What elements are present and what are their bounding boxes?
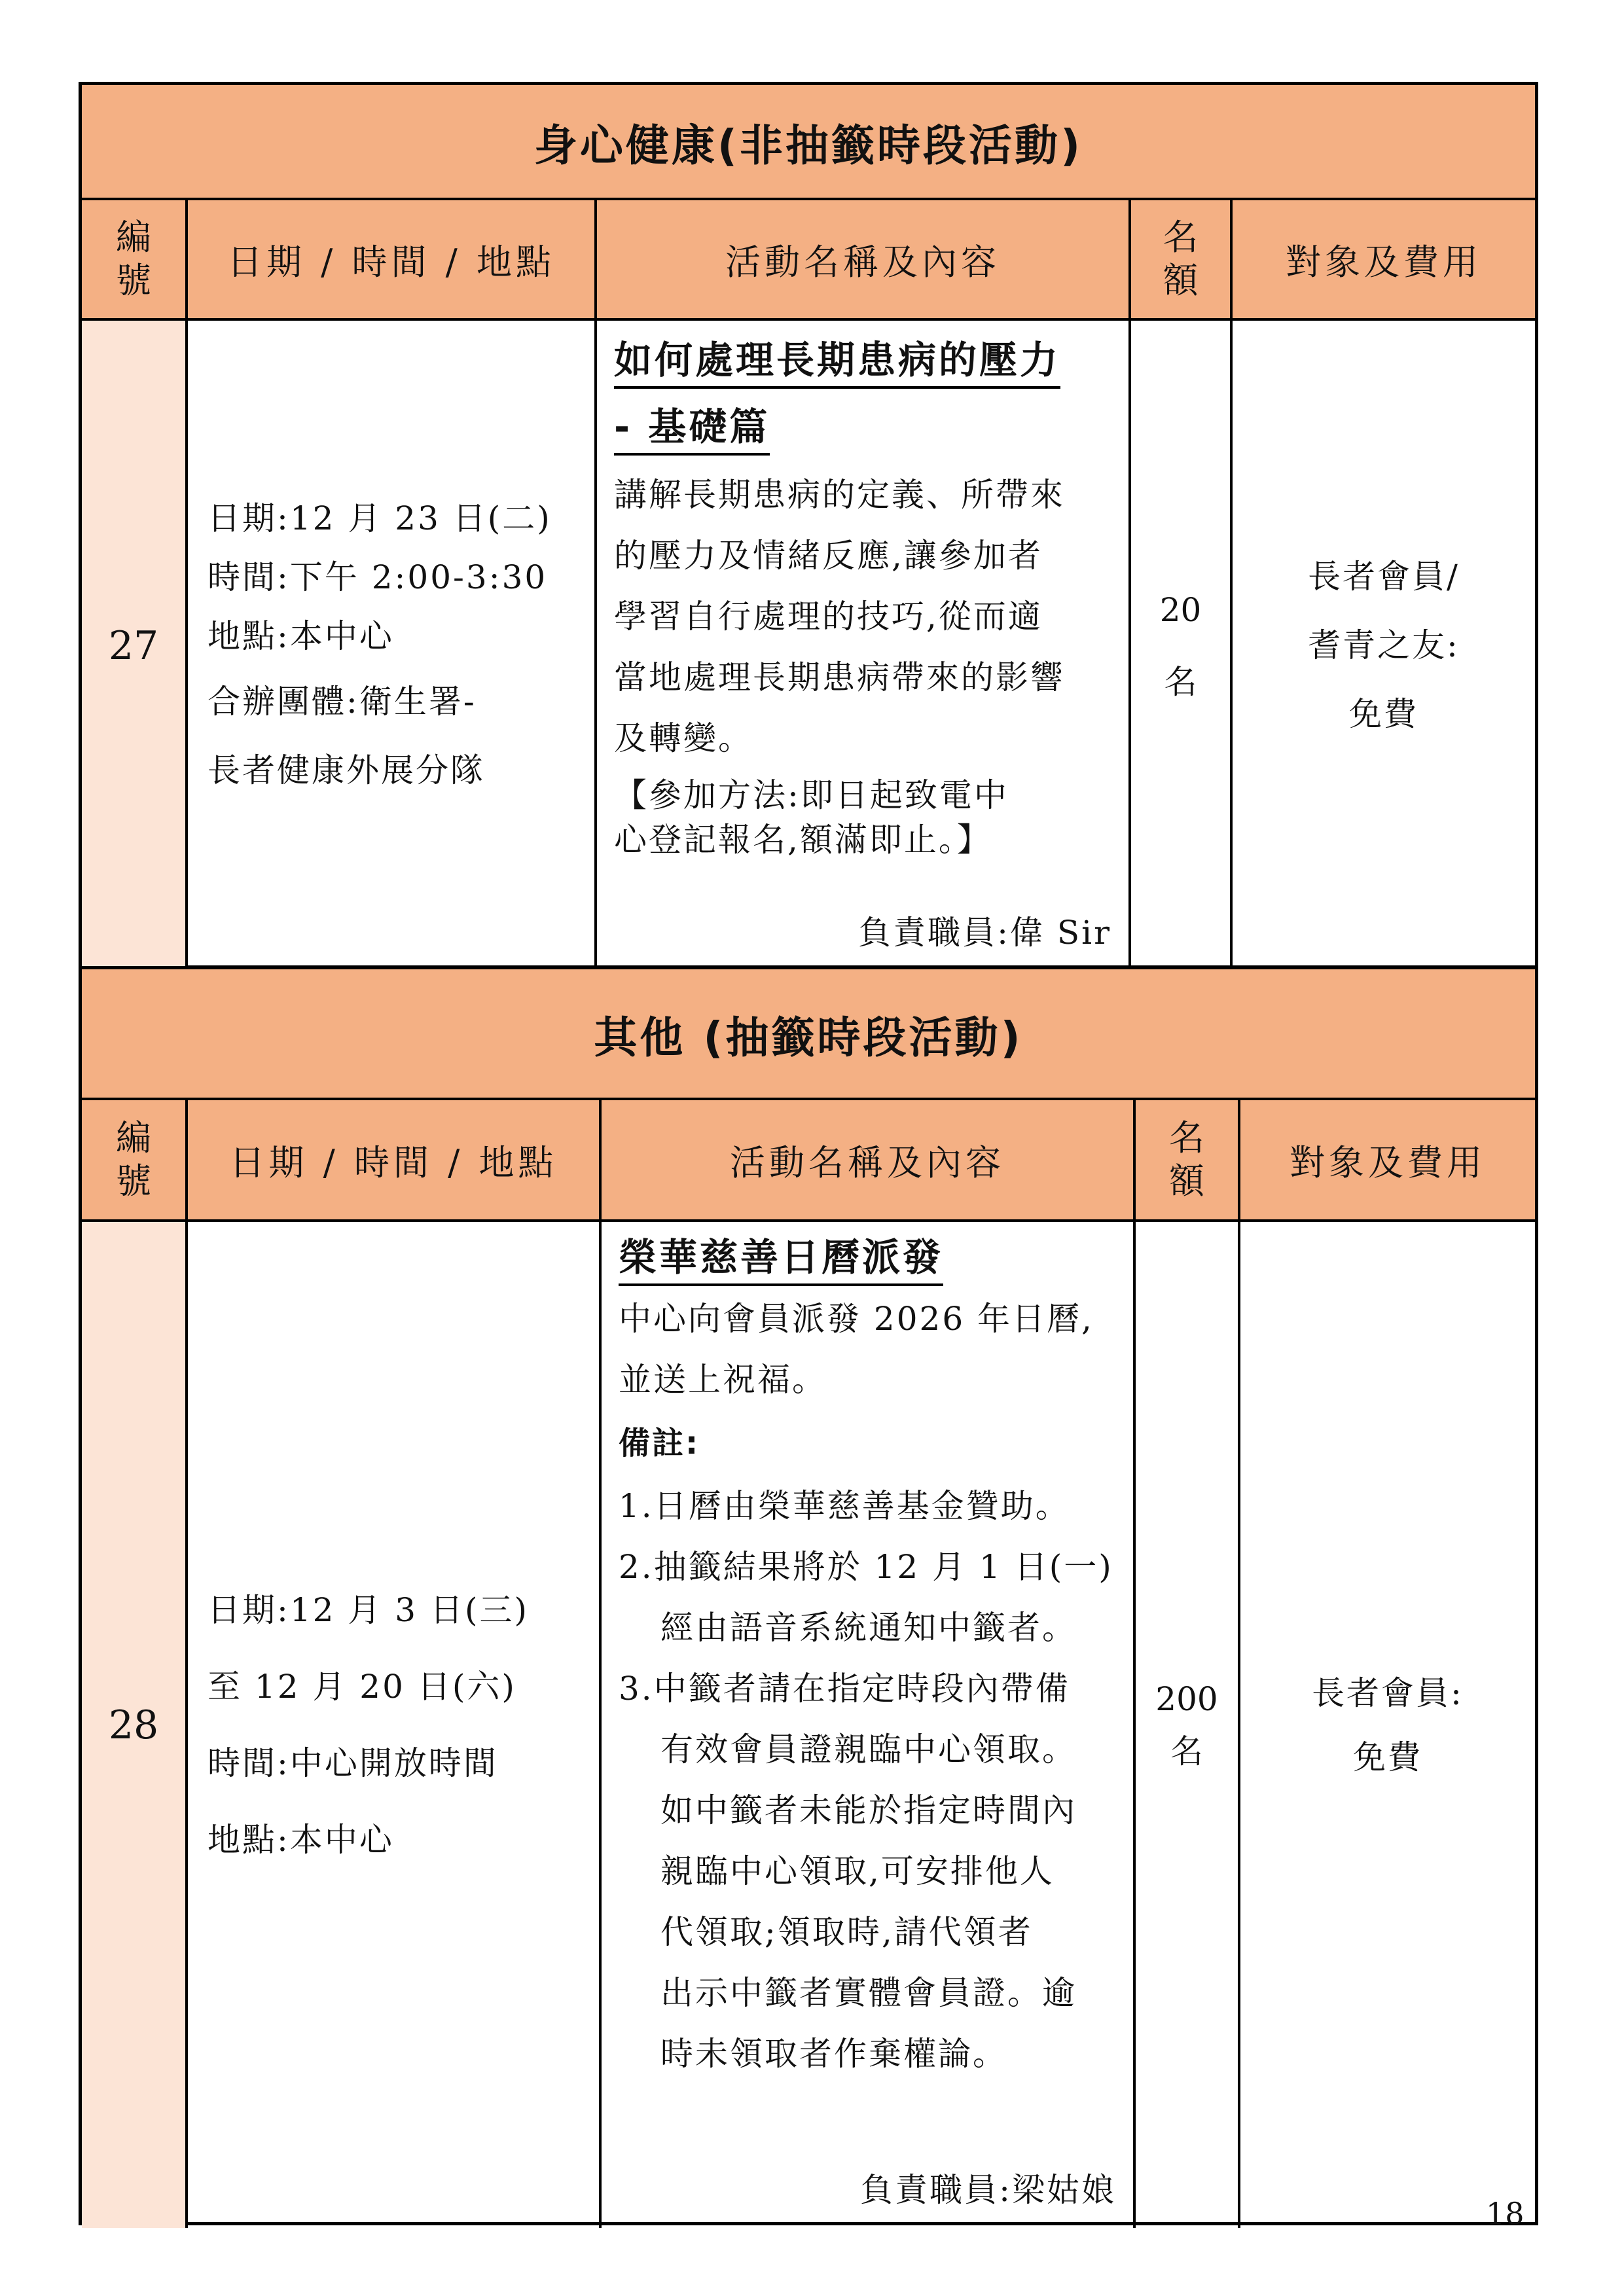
header-date-text: 日期 / 時間 / 地點 xyxy=(226,241,556,283)
page-number: 18 xyxy=(1486,2196,1525,2231)
organizer-line: 合辦團體:衛生署- xyxy=(208,682,477,721)
row-target-fee xyxy=(1233,321,1535,971)
note-item: 2.抽籤結果將於 12 月 1 日(一) xyxy=(619,1548,1113,1586)
note-item-cont: 如中籤者未能於指定時間內 xyxy=(660,1791,1077,1829)
note-item-cont: 代領取;領取時,請代領者 xyxy=(660,1913,1033,1951)
header-no xyxy=(82,200,188,318)
section-health-table xyxy=(79,82,1538,969)
header-target xyxy=(1240,1100,1535,1219)
row-quota xyxy=(1136,1222,1240,2228)
row-target-fee xyxy=(1240,1222,1535,2228)
row-activity xyxy=(597,321,1131,971)
row-quota xyxy=(1131,321,1233,971)
table-header xyxy=(82,1100,1535,1222)
date-line: 日期:12 月 23 日(二) xyxy=(208,499,552,537)
activity-subtitle: - 基礎篇 xyxy=(614,401,770,456)
note-item-cont: 出示中籤者實體會員證。逾 xyxy=(660,1974,1077,2012)
table-row xyxy=(82,1222,1535,2228)
header-target-text: 對象及費用 xyxy=(1286,241,1482,283)
organizer-line-2: 長者健康外展分隊 xyxy=(208,751,485,789)
header-no-line2: 號 xyxy=(116,260,151,301)
activity-desc-line: 學習自行處理的技巧,從而適 xyxy=(614,598,1043,636)
header-activity-text: 活動名稱及內容 xyxy=(725,241,1000,283)
row-number xyxy=(82,321,188,971)
notes-title: 備註: xyxy=(619,1425,700,1462)
header-no-line1: 編 xyxy=(116,1117,151,1158)
activity-desc-line: 及轉變。 xyxy=(614,719,753,757)
activity-desc-line: 並送上祝福。 xyxy=(619,1361,827,1399)
activity-title: 榮華慈善日曆派發 xyxy=(619,1231,943,1286)
activity-title: 如何處理長期患病的壓力 xyxy=(614,334,1060,389)
staff-in-charge: 負責職員:偉 Sir xyxy=(858,914,1111,952)
place-line: 地點:本中心 xyxy=(208,1820,394,1859)
header-activity xyxy=(602,1100,1136,1219)
header-quota-line1: 名 xyxy=(1169,1117,1204,1158)
section-title-text: 其他 (抽籤時段活動) xyxy=(594,1012,1023,1063)
date-line: 日期:12 月 3 日(三) xyxy=(208,1590,529,1629)
header-quota-line2: 額 xyxy=(1169,1160,1204,1202)
quota-number: 200 xyxy=(1155,1679,1218,1718)
header-no xyxy=(82,1100,188,1219)
time-line: 時間:下午 2:00-3:30 xyxy=(208,558,548,596)
table-header xyxy=(82,200,1535,321)
quota-number: 20 xyxy=(1159,590,1202,629)
activity-desc-line: 講解長期患病的定義、所帶來 xyxy=(614,476,1065,514)
header-no-line1: 編 xyxy=(116,217,151,258)
note-item: 3.中籤者請在指定時段內帶備 xyxy=(619,1670,1070,1708)
header-date-text: 日期 / 時間 / 地點 xyxy=(229,1141,558,1183)
activity-desc-line: 當地處理長期患病帶來的影響 xyxy=(614,658,1065,696)
header-activity xyxy=(597,200,1131,318)
signup-method-line: 心登記報名,額滿即止。】 xyxy=(614,821,992,859)
header-target xyxy=(1233,200,1535,318)
note-item-cont: 經由語音系統通知中籤者。 xyxy=(660,1609,1077,1647)
staff-in-charge: 負責職員:梁姑娘 xyxy=(860,2171,1116,2209)
header-date xyxy=(188,200,597,318)
activity-desc-line: 的壓力及情緒反應,讓參加者 xyxy=(614,537,1043,575)
note-item: 1.日曆由榮華慈善基金贊助。 xyxy=(619,1487,1070,1525)
target-line: 耆青之友: xyxy=(1308,626,1460,664)
note-item-cont: 有效會員證親臨中心領取。 xyxy=(660,1731,1077,1768)
section-title xyxy=(82,85,1535,200)
target-line: 長者會員: xyxy=(1312,1674,1464,1712)
fee-line: 免費 xyxy=(1353,1738,1422,1776)
table-row xyxy=(82,321,1535,971)
section-others-table xyxy=(79,966,1538,2225)
quota-unit: 名 xyxy=(1164,662,1197,701)
note-item-cont: 親臨中心領取,可安排他人 xyxy=(660,1852,1055,1890)
place-line: 地點:本中心 xyxy=(208,617,394,655)
header-quota-line1: 名 xyxy=(1163,217,1199,258)
row-date-time-place xyxy=(188,321,597,971)
row-date-time-place xyxy=(188,1222,602,2228)
header-quota xyxy=(1131,200,1233,318)
row-number-text: 28 xyxy=(108,1702,159,1748)
header-date xyxy=(188,1100,602,1219)
fee-line: 免費 xyxy=(1349,695,1418,733)
header-activity-text: 活動名稱及內容 xyxy=(730,1141,1005,1183)
signup-method-line: 【參加方法:即日起致電中 xyxy=(614,776,1009,814)
header-no-line2: 號 xyxy=(116,1160,151,1202)
header-target-text: 對象及費用 xyxy=(1290,1141,1486,1183)
note-item-cont: 時未領取者作棄權論。 xyxy=(660,2035,1007,2073)
activity-desc-line: 中心向會員派發 2026 年日曆, xyxy=(619,1300,1094,1338)
section-title-text: 身心健康(非抽籤時段活動) xyxy=(533,120,1083,171)
row-activity xyxy=(602,1222,1136,2228)
date-line-2: 至 12 月 20 日(六) xyxy=(208,1667,516,1706)
header-quota xyxy=(1136,1100,1240,1219)
row-number-text: 27 xyxy=(108,622,159,669)
quota-unit: 名 xyxy=(1170,1732,1203,1770)
time-line: 時間:中心開放時間 xyxy=(208,1744,498,1782)
section-title xyxy=(82,966,1535,1100)
target-line: 長者會員/ xyxy=(1308,558,1460,596)
row-number xyxy=(82,1222,188,2228)
header-quota-line2: 額 xyxy=(1163,260,1199,301)
